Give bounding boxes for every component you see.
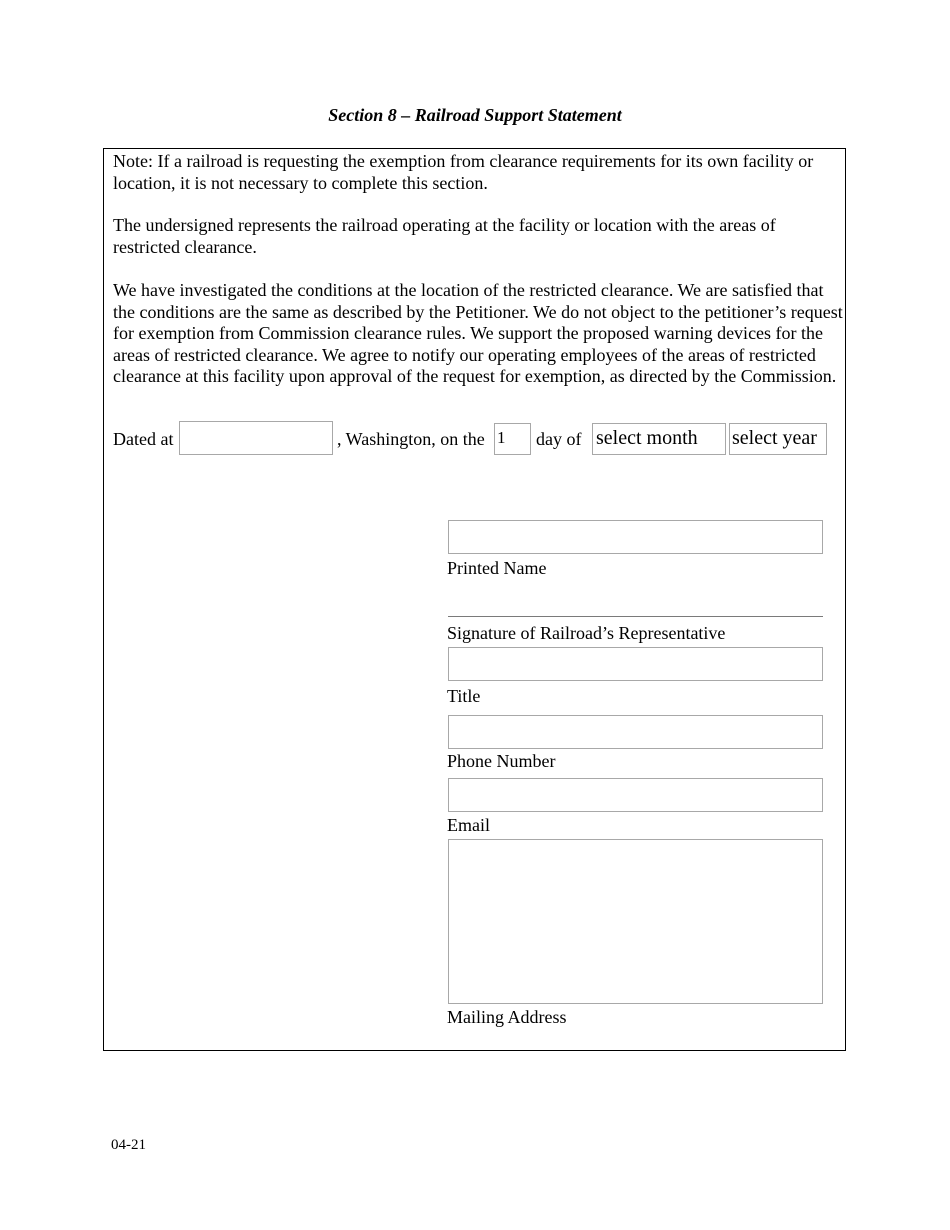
phone-number-label: Phone Number [447,751,556,771]
section-title: Section 8 – Railroad Support Statement [328,105,622,125]
note-paragraph: Note: If a railroad is requesting the exemption from clearance requirements for its own facility or location, it is not necessary to complete this section. [113,151,814,193]
investigation-paragraph: We have investigated the conditions at the location of the restricted clearance. We are satisfied that the conditions are the same as described by the Petitioner. We do not object to the petitioner’s request for exemption from Commission clearance rules. We support the proposed warning devices for the areas of restricted clearance. We agree to notify our operating employees of the areas of restricted clearance at this facility upon approval of the request for exemption, as directed by the Commission. [113,280,843,386]
mailing-address-textarea[interactable] [448,839,823,1004]
representation-paragraph: The undersigned represents the railroad operating at the facility or location with the areas of restricted clearance. [113,215,776,257]
mailing-address-label: Mailing Address [447,1007,567,1027]
phone-number-input[interactable] [448,715,823,749]
printed-name-input[interactable] [448,520,823,554]
dated-city-input[interactable] [179,421,333,455]
form-revision-code: 04-21 [111,1137,146,1153]
signature-label: Signature of Railroad’s Representative [447,623,726,643]
email-label: Email [447,815,490,835]
title-input[interactable] [448,647,823,681]
dated-at-label: Dated at [113,429,174,449]
washington-label: , Washington, on the [337,429,485,449]
day-input[interactable]: 1 [494,423,531,455]
printed-name-label: Printed Name [447,558,547,578]
email-input[interactable] [448,778,823,812]
month-select[interactable]: select month [592,423,726,455]
signature-line [448,616,823,617]
title-label: Title [447,686,481,706]
day-of-label: day of [536,429,582,449]
year-select[interactable]: select year [729,423,827,455]
railroad-support-form [103,148,846,1051]
